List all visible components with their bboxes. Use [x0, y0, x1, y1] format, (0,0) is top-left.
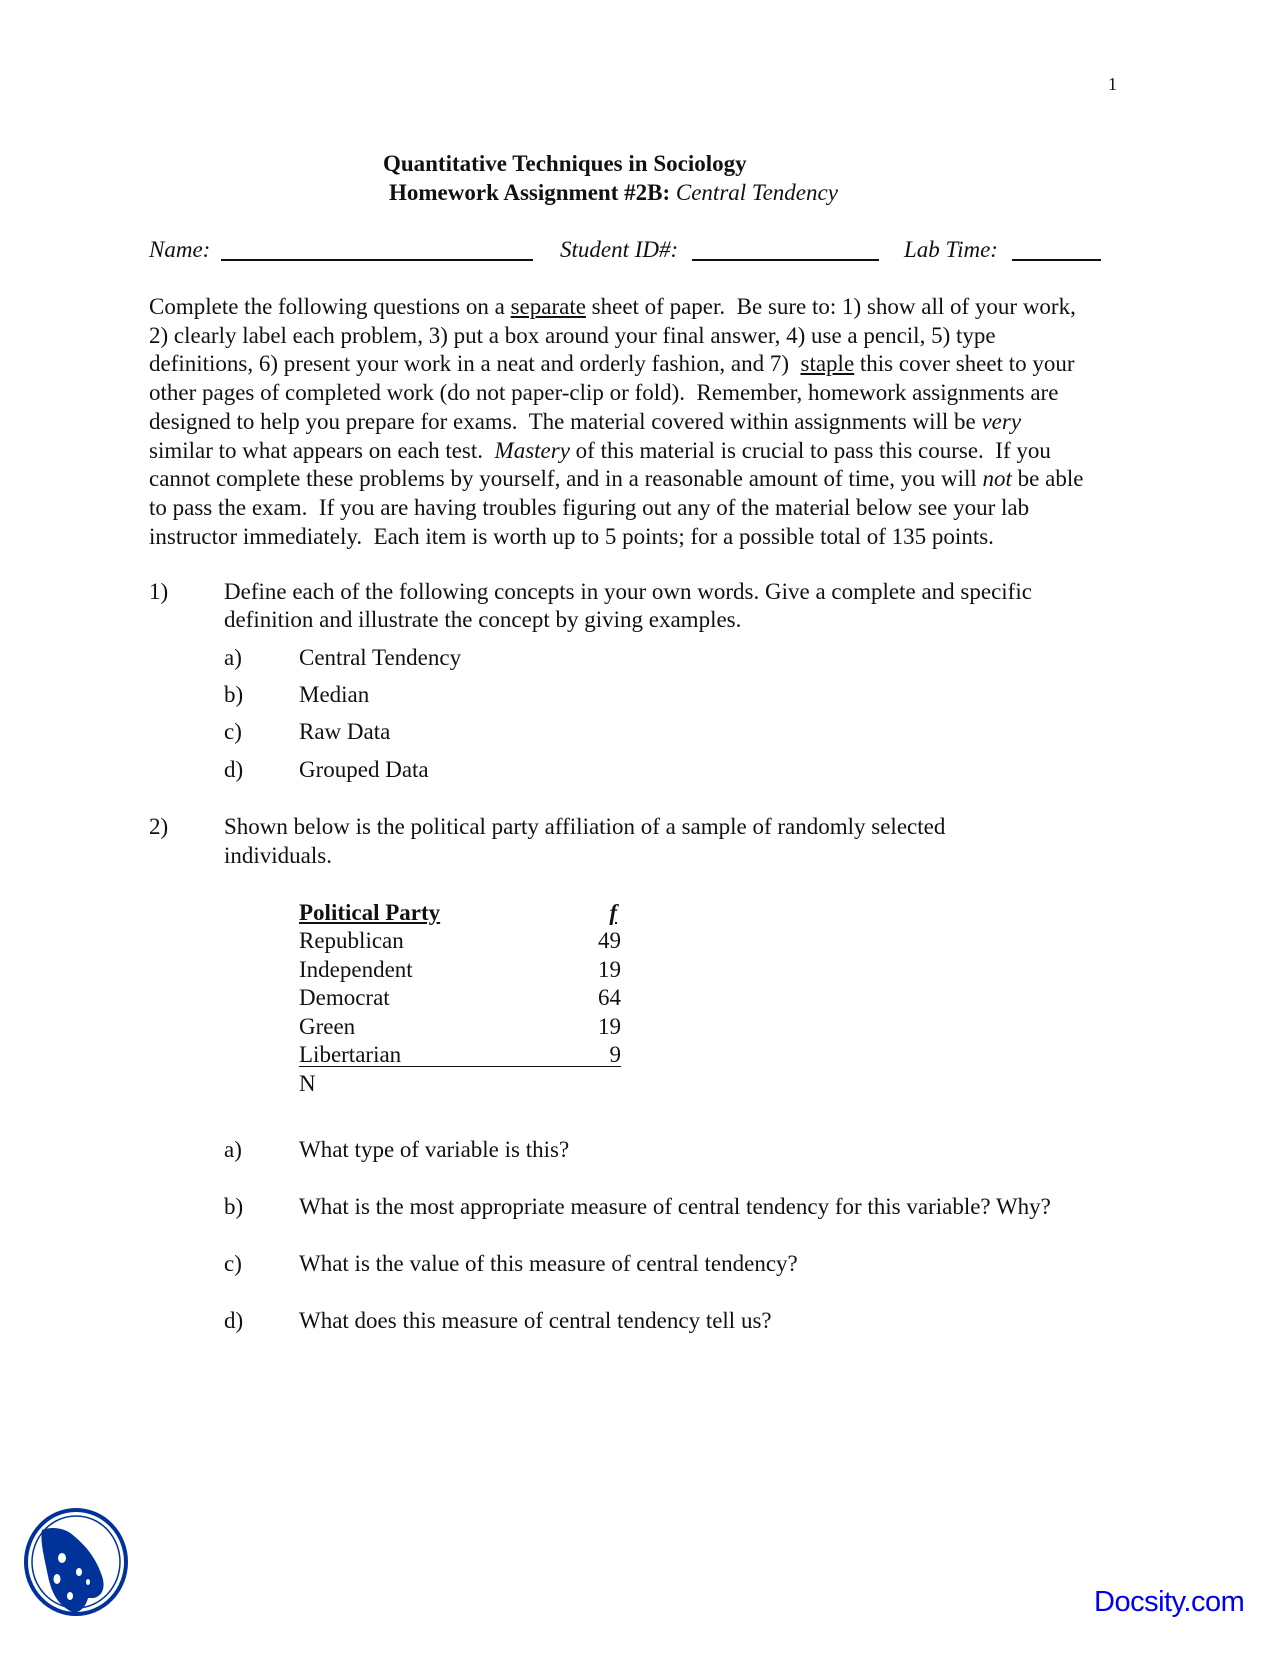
lab-time-label: Lab Time: [904, 237, 998, 262]
docsity-link[interactable]: Docsity.com [1094, 1586, 1245, 1618]
question-2-item-text: What is the most appropriate measure of central tendency for this variable? Why? [299, 1194, 1051, 1219]
table-row [299, 956, 621, 984]
party-name: Independent [299, 956, 413, 982]
course-title: Quantitative Techniques in Sociology [383, 151, 747, 176]
question-2-item-letter: c) [224, 1251, 242, 1276]
table-row [299, 1013, 621, 1041]
header-frequency: f [609, 900, 617, 925]
total-label: N [299, 1071, 316, 1096]
italic-text: not [982, 466, 1012, 492]
assignment-title [389, 180, 838, 206]
party-name: Republican [299, 928, 404, 953]
text-run: similar to what appears on each test. [149, 437, 495, 463]
party-frequency: 64 [598, 985, 621, 1010]
question-1-text-line1: Define each of the following concepts in your own words. Give a complete and specific [224, 579, 1032, 604]
text-run: instructor immediately. Each item is worth up to 5 points; for a possible total of 135 points. [149, 523, 994, 549]
question-2-item-letter: a) [224, 1137, 242, 1162]
instructions-line [149, 437, 1051, 465]
instructions-line [149, 523, 994, 551]
party-name: Libertarian [299, 1042, 402, 1067]
underlined-text: separate [510, 294, 586, 319]
question-2-item-letter: d) [224, 1308, 244, 1333]
name-label: Name: [149, 237, 211, 262]
text-run: cannot complete these problems by yourself, and in a reasonable amount of time, you will [149, 466, 983, 492]
text-run: be able [1011, 466, 1084, 492]
instructions-line [149, 322, 996, 350]
student-id-label: Student ID#: [560, 237, 679, 262]
instructions-line [149, 494, 1029, 522]
italic-text: Mastery [494, 437, 570, 463]
question-1-item-text: Grouped Data [299, 757, 429, 782]
question-2-item-text: What type of variable is this? [299, 1137, 570, 1162]
text-run: to pass the exam. If you are having troubles figuring out any of the material below see your lab [149, 494, 1030, 520]
party-name: Green [299, 1013, 356, 1039]
assignment-topic: Central Tendency [675, 180, 838, 205]
question-1-item-letter: d) [224, 757, 244, 782]
question-2-text-line1: Shown below is the political party affiliation of a sample of randomly selected [224, 814, 946, 839]
instructions-line [149, 408, 1021, 436]
question-2-item-text: What is the value of this measure of central tendency? [299, 1251, 798, 1276]
page-number: 1 [1108, 74, 1117, 94]
assignment-label: Homework Assignment #2B: [389, 180, 671, 205]
question-1-item-letter: a) [224, 645, 242, 670]
text-run: definitions, 6) present your work in a neat and orderly fashion, and 7) [149, 351, 801, 377]
party-frequency: 19 [598, 1013, 621, 1039]
docsity-logo-icon [22, 1506, 130, 1618]
lab-time-field-line[interactable] [1012, 259, 1101, 261]
text-run: 2) clearly label each problem, 3) put a box around your final answer, 4) use a pencil, 5) type [149, 322, 996, 348]
instructions-line [149, 379, 1058, 407]
question-1-item-text: Central Tendency [299, 645, 462, 670]
question-1-number: 1) [149, 579, 169, 604]
text-run: this cover sheet to your [854, 351, 1075, 377]
table-total-rule [299, 1066, 621, 1067]
question-2-text-line2: individuals. [224, 843, 332, 868]
table-row [299, 1041, 621, 1069]
table-row [299, 984, 621, 1012]
underlined-text: staple [800, 351, 855, 377]
question-2-item-text: What does this measure of central tendency tell us? [299, 1308, 772, 1333]
table-total-row [299, 1070, 621, 1098]
header-political-party: Political Party [299, 900, 441, 925]
text-run: Complete the following questions on a [149, 294, 511, 319]
question-1-item-letter: c) [224, 719, 242, 744]
text-run: other pages of completed work (do not paper-clip or fold). Remember, homework assignments are [149, 380, 1059, 406]
question-1-item-text: Raw Data [299, 719, 391, 744]
text-run: of this material is crucial to pass this course. If you [569, 437, 1051, 463]
party-frequency: 19 [598, 956, 621, 982]
instructions-line [149, 465, 1083, 493]
table-header-row [299, 899, 621, 927]
name-field-line[interactable] [221, 259, 533, 261]
question-1-item-text: Median [299, 682, 370, 707]
question-2-number: 2) [149, 814, 169, 839]
question-2-item-letter: b) [224, 1194, 244, 1219]
question-1-item-letter: b) [224, 682, 244, 707]
student-id-field-line[interactable] [692, 259, 879, 261]
table-row [299, 927, 621, 955]
party-frequency: 49 [598, 928, 621, 953]
instructions-line [149, 350, 1075, 378]
question-1-text-line2: definition and illustrate the concept by giving examples. [224, 607, 742, 632]
instructions-line [149, 293, 1076, 321]
party-name: Democrat [299, 985, 390, 1010]
text-run: sheet of paper. Be sure to: 1) show all of your work, [585, 294, 1076, 319]
italic-text: very [981, 408, 1022, 434]
text-run: designed to help you prepare for exams. The material covered within assignments will be [149, 408, 982, 434]
party-frequency: 9 [609, 1042, 621, 1067]
